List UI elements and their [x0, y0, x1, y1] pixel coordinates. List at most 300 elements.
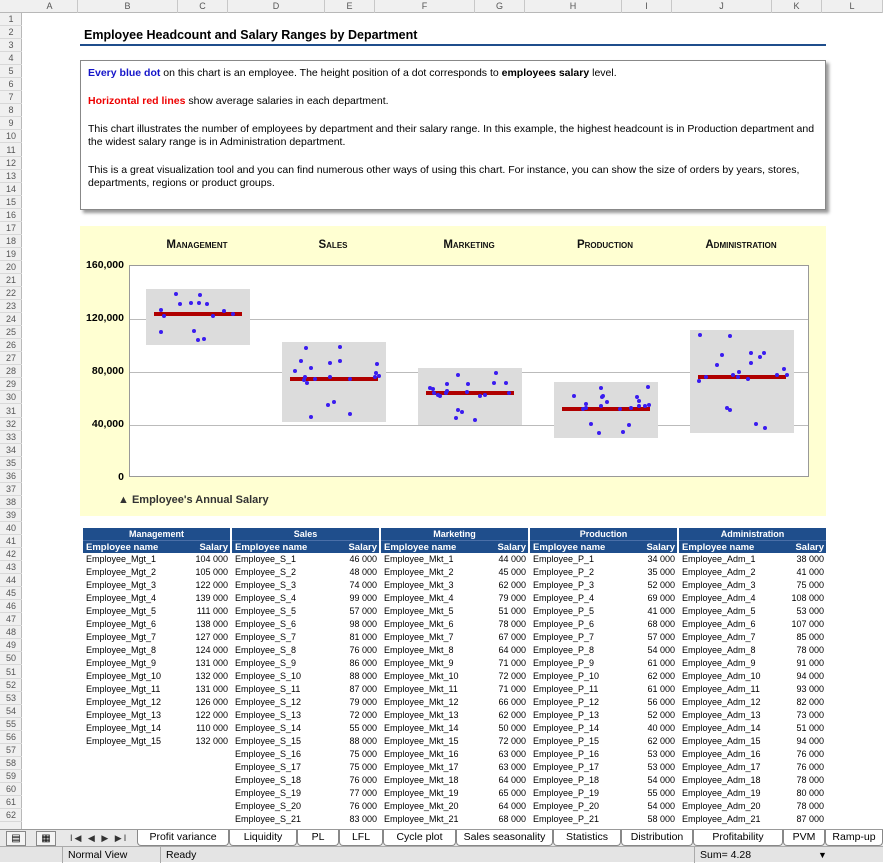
- page-layout-icon[interactable]: ▦: [36, 831, 56, 846]
- row-header[interactable]: 10: [0, 130, 22, 143]
- employee-name-cell[interactable]: Employee_Mkt_3: [384, 580, 454, 590]
- salary-cell[interactable]: 62 000: [647, 671, 675, 681]
- table-row[interactable]: [83, 683, 230, 696]
- employee-name-cell[interactable]: Employee_Mkt_6: [384, 619, 454, 629]
- row-header[interactable]: 1: [0, 13, 22, 26]
- row-header[interactable]: 36: [0, 470, 22, 483]
- table-row[interactable]: [679, 579, 826, 592]
- table-row[interactable]: [530, 670, 677, 683]
- row-header[interactable]: 50: [0, 652, 22, 665]
- employee-name-cell[interactable]: Employee_P_4: [533, 593, 595, 603]
- table-row[interactable]: [530, 683, 677, 696]
- employee-name-cell[interactable]: Employee_P_21: [533, 814, 600, 824]
- employee-name-cell[interactable]: Employee_P_14: [533, 723, 600, 733]
- row-header[interactable]: 45: [0, 587, 22, 600]
- salary-cell[interactable]: 87 000: [349, 684, 377, 694]
- salary-cell[interactable]: 74 000: [349, 580, 377, 590]
- table-row[interactable]: [83, 709, 230, 722]
- salary-cell[interactable]: 79 000: [349, 697, 377, 707]
- table-row[interactable]: [232, 618, 379, 631]
- sheet-tab-distribution[interactable]: Distribution: [621, 830, 693, 846]
- column-header[interactable]: G: [475, 0, 525, 13]
- row-header[interactable]: 21: [0, 274, 22, 287]
- employee-name-cell[interactable]: Employee_Mkt_16: [384, 749, 459, 759]
- employee-name-cell[interactable]: Employee_Mkt_4: [384, 593, 454, 603]
- row-header[interactable]: 55: [0, 718, 22, 731]
- employee-name-cell[interactable]: Employee_Mgt_12: [86, 697, 162, 707]
- salary-cell[interactable]: 44 000: [498, 554, 526, 564]
- row-header[interactable]: 22: [0, 287, 22, 300]
- table-row[interactable]: [530, 566, 677, 579]
- employee-name-cell[interactable]: Employee_Mkt_19: [384, 788, 459, 798]
- table-row[interactable]: [530, 605, 677, 618]
- table-row[interactable]: [530, 592, 677, 605]
- table-row[interactable]: [679, 787, 826, 800]
- salary-cell[interactable]: 52 000: [647, 580, 675, 590]
- table-row[interactable]: [679, 696, 826, 709]
- salary-cell[interactable]: 71 000: [498, 684, 526, 694]
- employee-name-cell[interactable]: Employee_Mgt_9: [86, 658, 157, 668]
- table-row[interactable]: [232, 592, 379, 605]
- row-header[interactable]: 9: [0, 117, 22, 130]
- table-row[interactable]: [83, 644, 230, 657]
- sheet-tab-liquidity[interactable]: Liquidity: [229, 830, 297, 846]
- employee-name-cell[interactable]: Employee_S_2: [235, 567, 297, 577]
- table-row[interactable]: [381, 774, 528, 787]
- table-row[interactable]: [83, 696, 230, 709]
- employee-name-cell[interactable]: Employee_Mgt_15: [86, 736, 162, 746]
- row-header[interactable]: 20: [0, 261, 22, 274]
- sheet-tab-lfl[interactable]: LFL: [339, 830, 383, 846]
- employee-name-cell[interactable]: Employee_Mkt_1: [384, 554, 454, 564]
- table-row[interactable]: [232, 813, 379, 826]
- salary-cell[interactable]: 76 000: [349, 801, 377, 811]
- table-row[interactable]: [381, 605, 528, 618]
- row-header[interactable]: 41: [0, 535, 22, 548]
- salary-cell[interactable]: 52 000: [647, 710, 675, 720]
- table-row[interactable]: [679, 644, 826, 657]
- salary-cell[interactable]: 139 000: [195, 593, 228, 603]
- table-row[interactable]: [530, 657, 677, 670]
- salary-cell[interactable]: 78 000: [796, 801, 824, 811]
- employee-name-cell[interactable]: Employee_Mkt_9: [384, 658, 454, 668]
- table-row[interactable]: [83, 566, 230, 579]
- table-row[interactable]: [232, 800, 379, 813]
- employee-name-cell[interactable]: Employee_Mkt_17: [384, 762, 459, 772]
- employee-name-cell[interactable]: Employee_P_12: [533, 697, 600, 707]
- salary-cell[interactable]: 51 000: [498, 606, 526, 616]
- employee-name-cell[interactable]: Employee_P_13: [533, 710, 600, 720]
- row-header[interactable]: 8: [0, 104, 22, 117]
- row-header[interactable]: 62: [0, 809, 22, 822]
- status-dropdown-icon[interactable]: ▼: [818, 850, 827, 860]
- row-header[interactable]: 34: [0, 444, 22, 457]
- table-row[interactable]: [679, 813, 826, 826]
- employee-name-cell[interactable]: Employee_Adm_21: [682, 814, 761, 824]
- table-row[interactable]: [232, 644, 379, 657]
- table-row[interactable]: [530, 774, 677, 787]
- employee-name-cell[interactable]: Employee_P_5: [533, 606, 595, 616]
- employee-name-cell[interactable]: Employee_Mkt_21: [384, 814, 459, 824]
- employee-name-cell[interactable]: Employee_P_6: [533, 619, 595, 629]
- employee-name-cell[interactable]: Employee_Mkt_2: [384, 567, 454, 577]
- table-row[interactable]: [530, 631, 677, 644]
- employee-name-cell[interactable]: Employee_Mgt_6: [86, 619, 157, 629]
- table-row[interactable]: [381, 657, 528, 670]
- salary-cell[interactable]: 64 000: [498, 775, 526, 785]
- sheet-tab-sales-seasonality[interactable]: Sales seasonality: [456, 830, 553, 846]
- row-header[interactable]: 5: [0, 65, 22, 78]
- salary-cell[interactable]: 111 000: [196, 606, 228, 616]
- employee-name-cell[interactable]: Employee_Adm_20: [682, 801, 761, 811]
- column-header[interactable]: D: [228, 0, 325, 13]
- salary-cell[interactable]: 94 000: [796, 671, 824, 681]
- employee-name-cell[interactable]: Employee_Mkt_15: [384, 736, 459, 746]
- employee-name-cell[interactable]: Employee_Adm_10: [682, 671, 761, 681]
- employee-name-cell[interactable]: Employee_Mkt_20: [384, 801, 459, 811]
- salary-cell[interactable]: 78 000: [796, 775, 824, 785]
- table-row[interactable]: [232, 605, 379, 618]
- table-row[interactable]: [83, 670, 230, 683]
- salary-cell[interactable]: 80 000: [796, 788, 824, 798]
- table-row[interactable]: [679, 592, 826, 605]
- table-row[interactable]: [381, 787, 528, 800]
- employee-name-cell[interactable]: Employee_Mgt_4: [86, 593, 157, 603]
- salary-cell[interactable]: 71 000: [498, 658, 526, 668]
- salary-cell[interactable]: 127 000: [195, 632, 228, 642]
- row-header[interactable]: 16: [0, 209, 22, 222]
- salary-cell[interactable]: 94 000: [796, 736, 824, 746]
- employee-name-cell[interactable]: Employee_P_15: [533, 736, 600, 746]
- salary-cell[interactable]: 72 000: [349, 710, 377, 720]
- table-row[interactable]: [530, 644, 677, 657]
- table-row[interactable]: [83, 553, 230, 566]
- table-row[interactable]: [232, 709, 379, 722]
- salary-cell[interactable]: 54 000: [647, 801, 675, 811]
- salary-cell[interactable]: 72 000: [498, 736, 526, 746]
- table-row[interactable]: [83, 722, 230, 735]
- salary-cell[interactable]: 61 000: [647, 658, 675, 668]
- salary-cell[interactable]: 53 000: [796, 606, 824, 616]
- table-row[interactable]: [83, 631, 230, 644]
- row-header[interactable]: 53: [0, 692, 22, 705]
- row-header[interactable]: 30: [0, 391, 22, 404]
- table-row[interactable]: [232, 553, 379, 566]
- salary-cell[interactable]: 98 000: [349, 619, 377, 629]
- table-row[interactable]: [381, 709, 528, 722]
- row-header[interactable]: 32: [0, 418, 22, 431]
- table-row[interactable]: [232, 566, 379, 579]
- row-header[interactable]: 42: [0, 548, 22, 561]
- row-header[interactable]: 46: [0, 600, 22, 613]
- employee-name-cell[interactable]: Employee_P_20: [533, 801, 600, 811]
- normal-view-icon[interactable]: ▤: [6, 831, 26, 846]
- employee-name-cell[interactable]: Employee_Adm_8: [682, 645, 756, 655]
- employee-name-cell[interactable]: Employee_S_10: [235, 671, 302, 681]
- employee-name-cell[interactable]: Employee_Adm_16: [682, 749, 761, 759]
- table-row[interactable]: [530, 813, 677, 826]
- table-row[interactable]: [232, 657, 379, 670]
- employee-name-cell[interactable]: Employee_Mgt_7: [86, 632, 157, 642]
- row-header[interactable]: 52: [0, 679, 22, 692]
- table-row[interactable]: [530, 553, 677, 566]
- salary-cell[interactable]: 122 000: [195, 710, 228, 720]
- row-header[interactable]: 48: [0, 626, 22, 639]
- table-row[interactable]: [232, 748, 379, 761]
- row-header[interactable]: 47: [0, 613, 22, 626]
- salary-cell[interactable]: 38 000: [796, 554, 824, 564]
- salary-cell[interactable]: 55 000: [647, 788, 675, 798]
- salary-cell[interactable]: 88 000: [349, 736, 377, 746]
- row-header[interactable]: 14: [0, 183, 22, 196]
- table-row[interactable]: [679, 774, 826, 787]
- row-header[interactable]: 28: [0, 365, 22, 378]
- table-row[interactable]: [530, 761, 677, 774]
- table-row[interactable]: [381, 761, 528, 774]
- employee-name-cell[interactable]: Employee_Mkt_12: [384, 697, 459, 707]
- salary-cell[interactable]: 110 000: [196, 723, 228, 733]
- table-row[interactable]: [83, 618, 230, 631]
- employee-name-cell[interactable]: Employee_S_21: [235, 814, 302, 824]
- employee-name-cell[interactable]: Employee_Mkt_18: [384, 775, 459, 785]
- employee-name-cell[interactable]: Employee_S_11: [235, 684, 301, 694]
- salary-cell[interactable]: 75 000: [796, 580, 824, 590]
- table-row[interactable]: [679, 631, 826, 644]
- employee-name-cell[interactable]: Employee_P_18: [533, 775, 600, 785]
- salary-cell[interactable]: 131 000: [195, 658, 228, 668]
- employee-name-cell[interactable]: Employee_Mgt_3: [86, 580, 157, 590]
- table-row[interactable]: [381, 748, 528, 761]
- salary-cell[interactable]: 69 000: [647, 593, 675, 603]
- salary-cell[interactable]: 56 000: [647, 697, 675, 707]
- salary-cell[interactable]: 88 000: [349, 671, 377, 681]
- salary-cell[interactable]: 54 000: [647, 775, 675, 785]
- table-row[interactable]: [381, 735, 528, 748]
- employee-name-cell[interactable]: Employee_Mgt_5: [86, 606, 157, 616]
- row-header[interactable]: 17: [0, 222, 22, 235]
- table-row[interactable]: [679, 553, 826, 566]
- table-row[interactable]: [679, 800, 826, 813]
- employee-name-cell[interactable]: Employee_S_19: [235, 788, 302, 798]
- salary-cell[interactable]: 73 000: [796, 710, 824, 720]
- salary-cell[interactable]: 132 000: [195, 671, 228, 681]
- employee-name-cell[interactable]: Employee_Mkt_8: [384, 645, 454, 655]
- table-row[interactable]: [530, 748, 677, 761]
- row-header[interactable]: 49: [0, 639, 22, 652]
- employee-name-cell[interactable]: Employee_Adm_12: [682, 697, 761, 707]
- salary-cell[interactable]: 138 000: [195, 619, 228, 629]
- salary-cell[interactable]: 77 000: [349, 788, 377, 798]
- salary-cell[interactable]: 62 000: [498, 710, 526, 720]
- row-header[interactable]: 31: [0, 405, 22, 418]
- row-header[interactable]: 38: [0, 496, 22, 509]
- row-header[interactable]: 58: [0, 757, 22, 770]
- table-row[interactable]: [679, 735, 826, 748]
- employee-name-cell[interactable]: Employee_S_1: [235, 554, 297, 564]
- row-header[interactable]: 15: [0, 196, 22, 209]
- sheet-tab-pl[interactable]: PL: [297, 830, 339, 846]
- employee-name-cell[interactable]: Employee_P_8: [533, 645, 595, 655]
- employee-name-cell[interactable]: Employee_P_3: [533, 580, 595, 590]
- column-header[interactable]: J: [672, 0, 772, 13]
- row-header[interactable]: 59: [0, 770, 22, 783]
- table-row[interactable]: [381, 800, 528, 813]
- row-header[interactable]: 19: [0, 248, 22, 261]
- row-header[interactable]: 27: [0, 352, 22, 365]
- table-row[interactable]: [232, 696, 379, 709]
- salary-cell[interactable]: 79 000: [498, 593, 526, 603]
- employee-name-cell[interactable]: Employee_P_2: [533, 567, 595, 577]
- employee-name-cell[interactable]: Employee_S_7: [235, 632, 297, 642]
- employee-name-cell[interactable]: Employee_Mgt_14: [86, 723, 162, 733]
- table-row[interactable]: [381, 670, 528, 683]
- employee-name-cell[interactable]: Employee_Mgt_8: [86, 645, 157, 655]
- salary-cell[interactable]: 53 000: [647, 762, 675, 772]
- table-row[interactable]: [381, 722, 528, 735]
- employee-name-cell[interactable]: Employee_Adm_7: [682, 632, 756, 642]
- employee-name-cell[interactable]: Employee_Adm_19: [682, 788, 761, 798]
- table-row[interactable]: [232, 761, 379, 774]
- table-row[interactable]: [679, 722, 826, 735]
- sheet-nav-arrows[interactable]: I◀ ◀ ▶ ▶I: [70, 833, 129, 843]
- table-row[interactable]: [381, 592, 528, 605]
- column-header[interactable]: B: [78, 0, 178, 13]
- salary-cell[interactable]: 81 000: [349, 632, 377, 642]
- employee-name-cell[interactable]: Employee_Mgt_10: [86, 671, 162, 681]
- employee-name-cell[interactable]: Employee_S_9: [235, 658, 297, 668]
- table-row[interactable]: [381, 631, 528, 644]
- salary-cell[interactable]: 132 000: [195, 736, 228, 746]
- salary-cell[interactable]: 76 000: [349, 775, 377, 785]
- salary-cell[interactable]: 53 000: [647, 749, 675, 759]
- table-row[interactable]: [679, 761, 826, 774]
- table-row[interactable]: [381, 566, 528, 579]
- employee-name-cell[interactable]: Employee_P_7: [533, 632, 595, 642]
- salary-cell[interactable]: 122 000: [195, 580, 228, 590]
- column-header[interactable]: L: [822, 0, 883, 13]
- row-header[interactable]: 60: [0, 783, 22, 796]
- salary-cell[interactable]: 75 000: [349, 749, 377, 759]
- table-row[interactable]: [83, 605, 230, 618]
- table-row[interactable]: [381, 696, 528, 709]
- row-header[interactable]: 6: [0, 78, 22, 91]
- column-header[interactable]: C: [178, 0, 228, 13]
- employee-name-cell[interactable]: Employee_S_17: [235, 762, 302, 772]
- employee-name-cell[interactable]: Employee_P_17: [533, 762, 600, 772]
- salary-cell[interactable]: 61 000: [647, 684, 675, 694]
- salary-cell[interactable]: 54 000: [647, 645, 675, 655]
- row-header[interactable]: 44: [0, 574, 22, 587]
- salary-cell[interactable]: 63 000: [498, 749, 526, 759]
- table-row[interactable]: [232, 735, 379, 748]
- table-row[interactable]: [83, 657, 230, 670]
- salary-cell[interactable]: 57 000: [349, 606, 377, 616]
- salary-cell[interactable]: 63 000: [498, 762, 526, 772]
- table-row[interactable]: [232, 787, 379, 800]
- salary-cell[interactable]: 86 000: [349, 658, 377, 668]
- employee-name-cell[interactable]: Employee_S_16: [235, 749, 302, 759]
- employee-name-cell[interactable]: Employee_P_1: [533, 554, 595, 564]
- employee-name-cell[interactable]: Employee_Adm_14: [682, 723, 761, 733]
- table-row[interactable]: [530, 787, 677, 800]
- salary-cell[interactable]: 57 000: [647, 632, 675, 642]
- salary-cell[interactable]: 67 000: [498, 632, 526, 642]
- employee-name-cell[interactable]: Employee_Mkt_11: [384, 684, 458, 694]
- salary-cell[interactable]: 64 000: [498, 801, 526, 811]
- salary-cell[interactable]: 105 000: [195, 567, 228, 577]
- salary-cell[interactable]: 58 000: [647, 814, 675, 824]
- column-header[interactable]: A: [22, 0, 78, 13]
- employee-name-cell[interactable]: Employee_P_9: [533, 658, 595, 668]
- row-header[interactable]: 11: [0, 144, 22, 157]
- column-header[interactable]: F: [375, 0, 475, 13]
- table-row[interactable]: [381, 683, 528, 696]
- employee-name-cell[interactable]: Employee_Mkt_13: [384, 710, 459, 720]
- row-header[interactable]: 23: [0, 300, 22, 313]
- employee-name-cell[interactable]: Employee_S_18: [235, 775, 302, 785]
- table-row[interactable]: [232, 774, 379, 787]
- employee-name-cell[interactable]: Employee_S_14: [235, 723, 302, 733]
- employee-name-cell[interactable]: Employee_Adm_3: [682, 580, 756, 590]
- employee-name-cell[interactable]: Employee_S_12: [235, 697, 302, 707]
- salary-cell[interactable]: 108 000: [791, 593, 824, 603]
- salary-cell[interactable]: 34 000: [647, 554, 675, 564]
- employee-name-cell[interactable]: Employee_Mkt_5: [384, 606, 454, 616]
- sheet-tab-statistics[interactable]: Statistics: [553, 830, 621, 846]
- row-header[interactable]: 54: [0, 705, 22, 718]
- employee-name-cell[interactable]: Employee_P_19: [533, 788, 600, 798]
- salary-cell[interactable]: 82 000: [796, 697, 824, 707]
- salary-cell[interactable]: 46 000: [349, 554, 377, 564]
- row-header[interactable]: 43: [0, 561, 22, 574]
- salary-cell[interactable]: 62 000: [647, 736, 675, 746]
- salary-cell[interactable]: 104 000: [195, 554, 228, 564]
- employee-name-cell[interactable]: Employee_Mkt_7: [384, 632, 454, 642]
- salary-cell[interactable]: 64 000: [498, 645, 526, 655]
- employee-name-cell[interactable]: Employee_Adm_2: [682, 567, 756, 577]
- employee-name-cell[interactable]: Employee_Adm_9: [682, 658, 756, 668]
- table-row[interactable]: [679, 657, 826, 670]
- table-row[interactable]: [679, 605, 826, 618]
- table-row[interactable]: [83, 579, 230, 592]
- salary-cell[interactable]: 124 000: [195, 645, 228, 655]
- employee-name-cell[interactable]: Employee_Adm_6: [682, 619, 756, 629]
- employee-name-cell[interactable]: Employee_Adm_11: [682, 684, 760, 694]
- table-row[interactable]: [679, 566, 826, 579]
- employee-name-cell[interactable]: Employee_S_13: [235, 710, 302, 720]
- table-row[interactable]: [679, 709, 826, 722]
- salary-cell[interactable]: 75 000: [349, 762, 377, 772]
- table-row[interactable]: [530, 579, 677, 592]
- salary-cell[interactable]: 41 000: [647, 606, 675, 616]
- row-header[interactable]: 40: [0, 522, 22, 535]
- table-row[interactable]: [679, 683, 826, 696]
- employee-name-cell[interactable]: Employee_P_11: [533, 684, 599, 694]
- employee-name-cell[interactable]: Employee_Adm_1: [682, 554, 756, 564]
- table-row[interactable]: [530, 709, 677, 722]
- row-header[interactable]: 3: [0, 39, 22, 52]
- salary-cell[interactable]: 107 000: [791, 619, 824, 629]
- row-header[interactable]: 33: [0, 431, 22, 444]
- employee-name-cell[interactable]: Employee_Adm_13: [682, 710, 761, 720]
- row-header[interactable]: 12: [0, 157, 22, 170]
- employee-name-cell[interactable]: Employee_P_10: [533, 671, 600, 681]
- column-header[interactable]: H: [525, 0, 622, 13]
- employee-name-cell[interactable]: Employee_S_8: [235, 645, 297, 655]
- column-header[interactable]: E: [325, 0, 375, 13]
- salary-cell[interactable]: 126 000: [195, 697, 228, 707]
- row-header[interactable]: 61: [0, 796, 22, 809]
